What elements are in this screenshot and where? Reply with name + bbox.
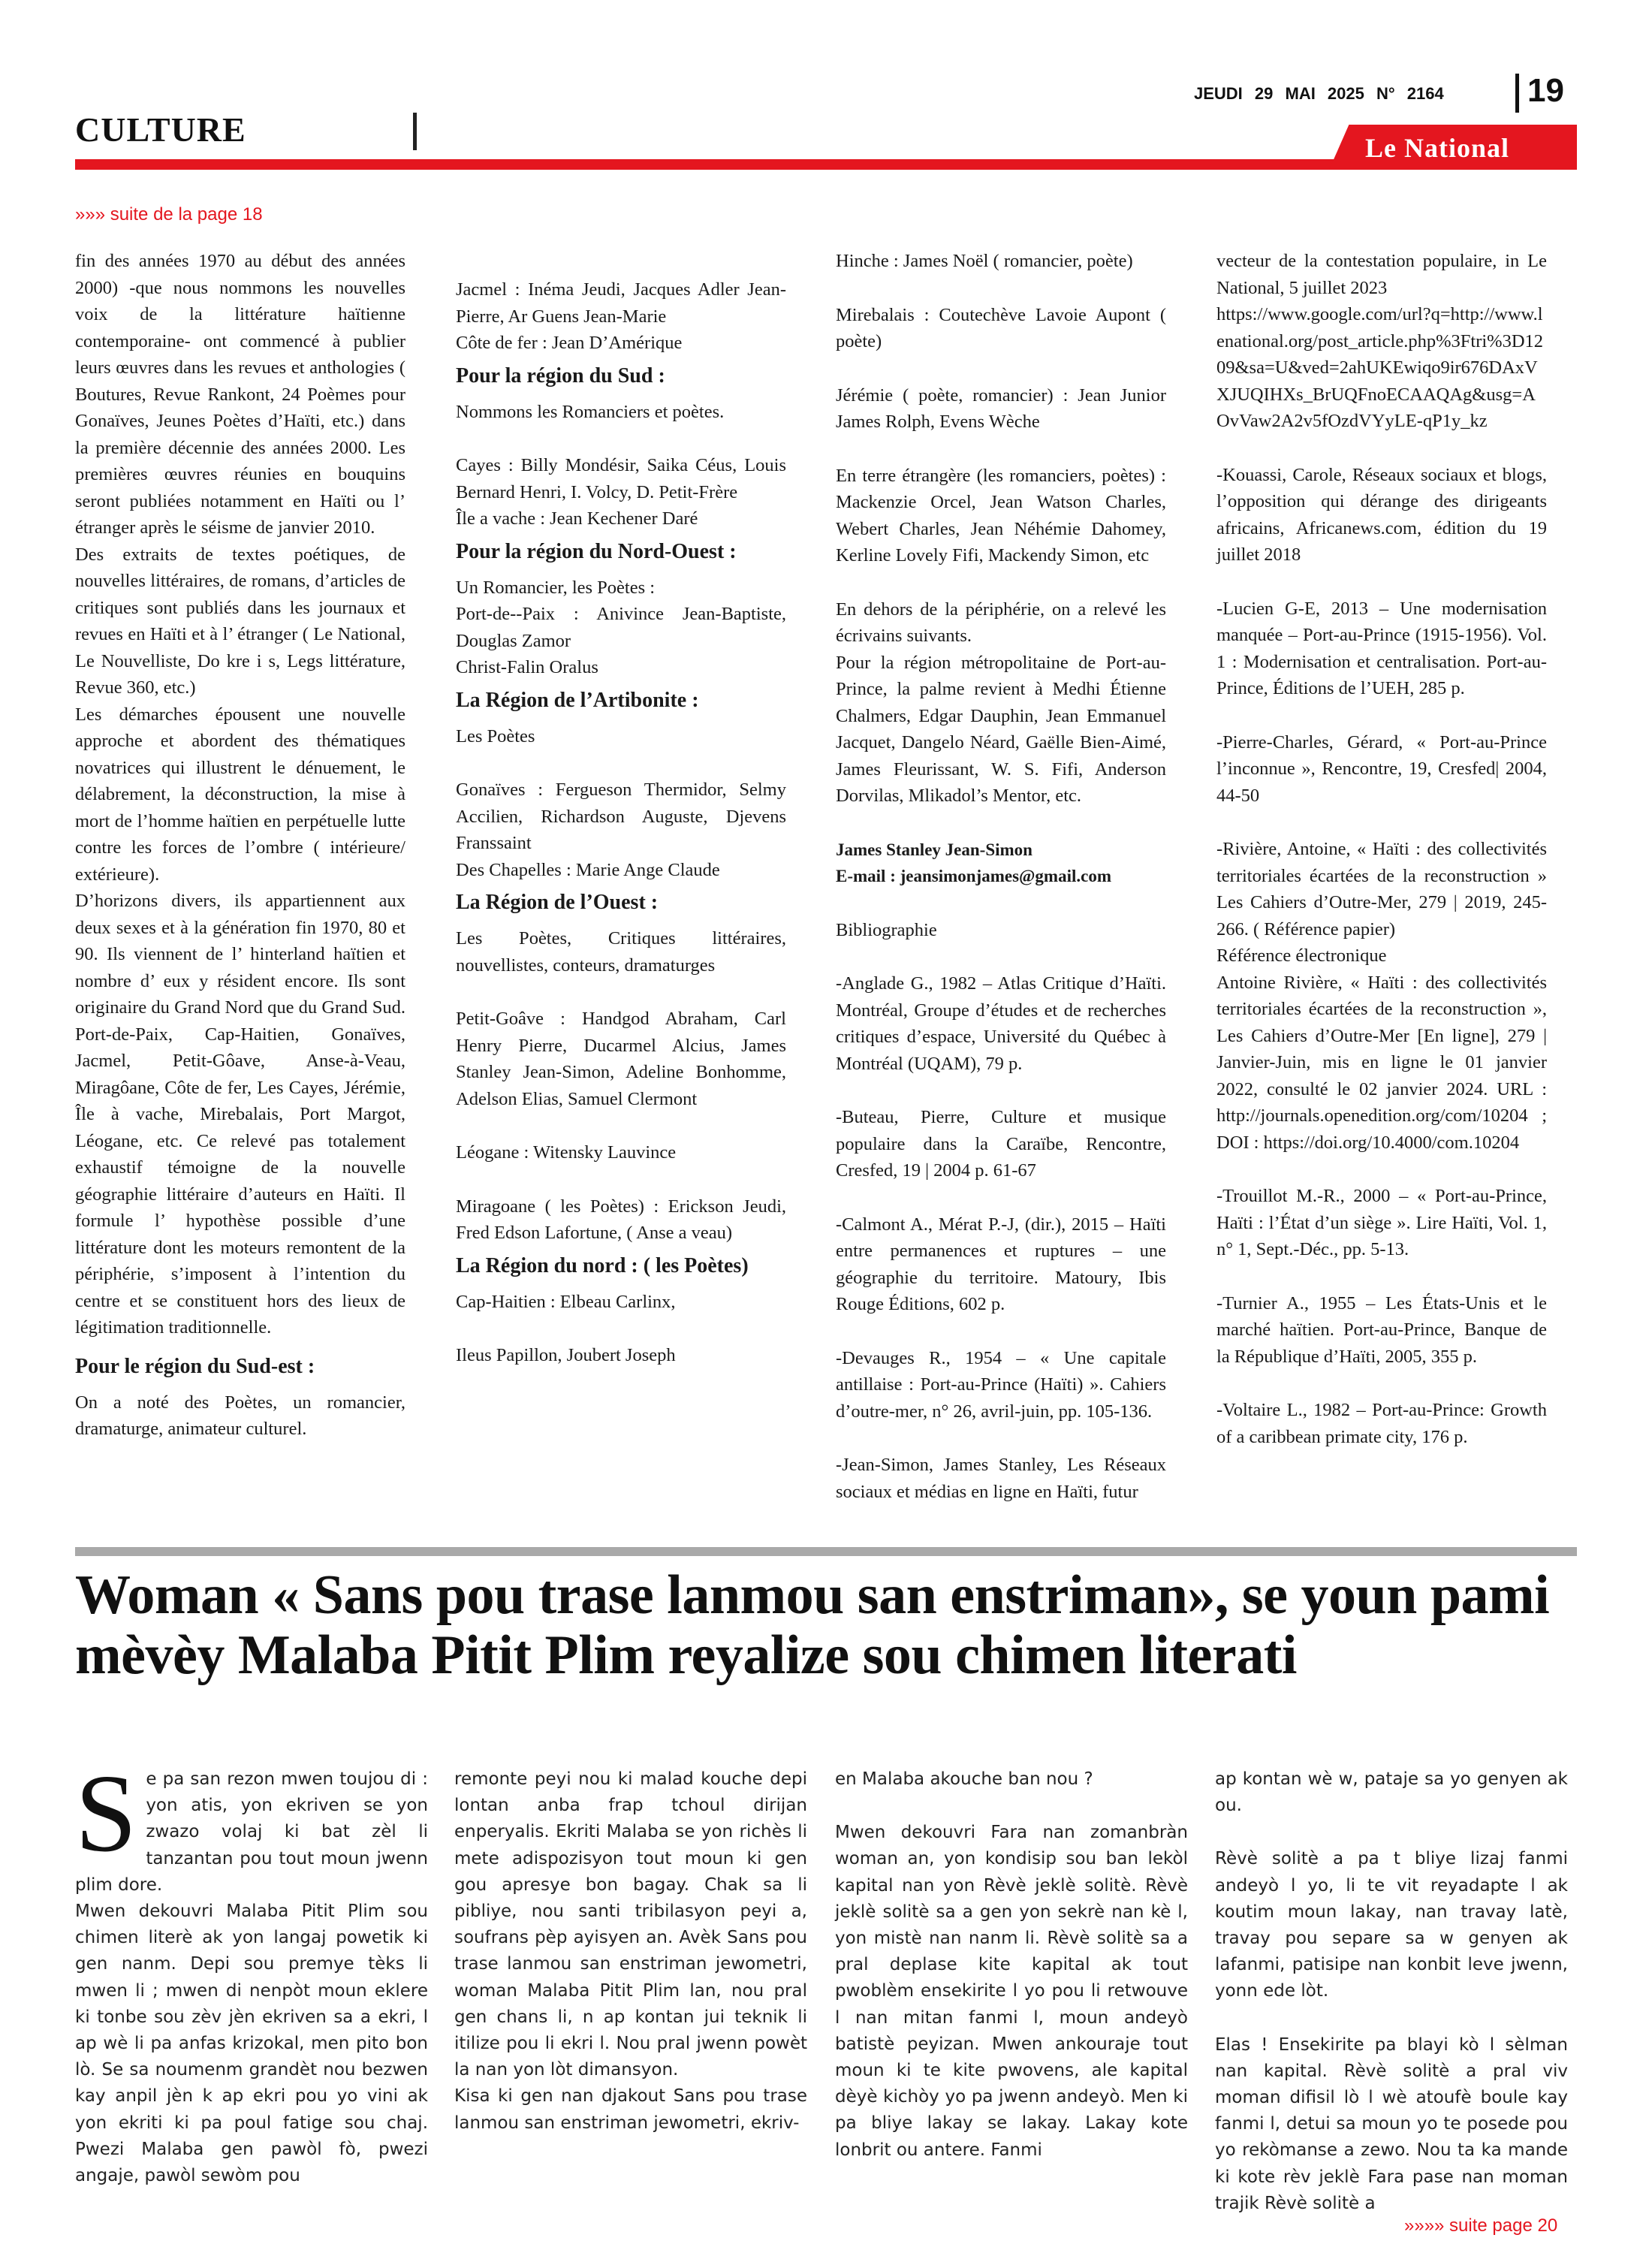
paragraph: Les Poètes, Critiques littéraires, nouvellistes, conteurs, dramaturges xyxy=(456,928,786,976)
bibliography-entry: Référence électronique xyxy=(1216,946,1387,966)
bibliography-entry: -Lucien G-E, 2013 – Une modernisation manquée – Port-au-Prince (1915-1956). Vol. 1 : Modernisation et centralisation. Port-au-Prince, Éditions de l’UEH, 285 p. xyxy=(1216,598,1547,698)
subheading: Pour la région du Nord-Ouest : xyxy=(456,539,737,563)
paragraph: Cap-Haitien : Elbeau Carlinx, xyxy=(456,1291,676,1312)
page-number-divider xyxy=(1515,74,1519,113)
bibliography-entry: -Voltaire L., 1982 – Port-au-Prince: Growth of a caribbean primate city, 176 p. xyxy=(1216,1400,1547,1447)
paragraph: remonte peyi nou ki malad kouche depi lontan anba frap tchoul dirijan enperyalis. Ekriti Malaba se yon richès li mete adispozisyon tout moun ki gen gou apresye bon bagay. Chak sa li pibliye, nou santi tribilasyon peyi a, soufrans pèp ayisyen an. Avèk Sans pou trase lanmou san enstriman jewometri, woman Malaba Pitit Plim lan, nou pral gen chans li, n ap kontan jui teknik li itilize pou li ekri l. Nou pral jwenn powèt la nan yon lòt dimansyon. xyxy=(454,1769,807,2080)
paragraph: Petit-Goâve : Handgod Abraham, Carl Henry Pierre, Ducarmel Alcius, James Stanley Jean-Simon, Adeline Bonhomme, Adelson Elias, Samuel Clermont xyxy=(456,1009,786,1109)
author-email: E-mail : jeansimonjames@gmail.com xyxy=(836,867,1111,885)
bibliography-entry: -Trouillot M.-R., 2000 – « Port-au-Prince, Haïti : l’État d’un siège ». Lire Haïti, Vol. 1, n° 1, Sept.-Déc., pp. 5-13. xyxy=(1216,1186,1547,1259)
newspaper-brand: Le National xyxy=(1365,133,1510,163)
paragraph: Léogane : Witensky Lauvince xyxy=(456,1142,677,1163)
bibliography-entry: -Buteau, Pierre, Culture et musique populaire dans la Caraïbe, Rencontre, Cresfed, 19 | 2004 p. 61-67 xyxy=(836,1107,1166,1181)
subheading: Pour le région du Sud-est : xyxy=(75,1354,315,1378)
paragraph: Un Romancier, les Poètes : xyxy=(456,577,656,598)
bibliography-entry: -Turnier A., 1955 – Les États-Unis et le marché haïtien. Port-au-Prince, Banque de la République d’Haïti, 2005, 355 p. xyxy=(1216,1292,1547,1367)
paragraph: Kisa ki gen nan djakout Sans pou trase lanmou san enstriman jewometri, ekriv- xyxy=(454,2086,807,2133)
subheading: La Région du nord : ( les Poètes) xyxy=(456,1253,749,1277)
paragraph: Rèvè solitè a pa t bliye lizaj fanmi andeyò l yo, li te vit reyadapte l ak koutim moun lakay, nan travay latè, travay pou separe sa w genyen ak lafanmi, patisipe nan konbit leve jwenn, yonn ede lòt. xyxy=(1215,1849,1568,2001)
article1-column-2 xyxy=(456,276,786,1369)
article-separator-rule xyxy=(75,1547,1577,1556)
paragraph: Les démarches épousent une nouvelle approche et abordent des thématiques novatrices qui illustrent le dénuement, le délabrement, la déconstruction, la mise à mort de l’homme haïtien en perpétuelle lutte contre les forces de l’ombre ( intérieure/ extérieure). xyxy=(75,704,405,885)
article1-column-1 xyxy=(75,248,405,1443)
paragraph: Christ-Falin Oralus xyxy=(456,657,598,677)
paragraph: En dehors de la périphérie, on a relevé les écrivains suivants. xyxy=(836,599,1166,646)
paragraph: ap kontan wè w, pataje sa yo genyen ak ou. xyxy=(1215,1769,1568,1816)
bibliography-entry: -Rivière, Antoine, « Haïti : des collectivités territoriales écartées de la reconstruction » Les Cahiers d’Outre-Mer, 279 | 2019, 245-266. ( Référence papier) xyxy=(1216,839,1547,940)
paragraph: Des Chapelles : Marie Ange Claude xyxy=(456,859,720,880)
article2-column-1 xyxy=(75,1752,428,2189)
section-title: CULTURE xyxy=(75,110,246,149)
bibliography-entry: vecteur de la contestation populaire, in Le National, 5 juillet 2023 xyxy=(1216,251,1547,298)
paragraph: Ileus Papillon, Joubert Joseph xyxy=(456,1345,676,1365)
paragraph: Cayes : Billy Mondésir, Saika Céus, Louis Bernard Henri, I. Volcy, D. Petit-Frère xyxy=(456,455,786,502)
paragraph: Jacmel : Inéma Jeudi, Jacques Adler Jean-Pierre, Ar Guens Jean-Marie xyxy=(456,279,786,327)
paragraph: Jérémie ( poète, romancier) : Jean Junior James Rolph, Evens Wèche xyxy=(836,385,1166,432)
paragraph: Côte de fer : Jean D’Amérique xyxy=(456,333,683,353)
article-headline: Woman « Sans pou trase lanmou san enstriman», se youn pami mèvèy Malaba Pitit Plim reyalize sou chimen literati xyxy=(75,1564,1550,1686)
issue-date: JEUDI 29 MAI 2025 xyxy=(1194,84,1364,103)
drop-cap: S xyxy=(75,1752,137,1875)
continued-from-note: »»» suite de la page 18 xyxy=(75,204,263,225)
article1-column-4 xyxy=(1216,248,1547,1450)
article1-column-3 xyxy=(836,248,1166,1505)
paragraph: Des extraits de textes poétiques, de nouvelles littéraires, de romans, d’articles de critiques sont publiés dans les journaux et revues en Haïti et à l’ étranger ( Le National, Le Nouvelliste, Do kre i s, Legs littérature, Revue 360, etc.) xyxy=(75,544,405,698)
section-divider xyxy=(413,113,417,150)
paragraph: Port-de--Paix : Anivince Jean-Baptiste, Douglas Zamor xyxy=(456,604,786,651)
subheading: La Région de l’Artibonite : xyxy=(456,688,699,712)
bibliography-entry: -Anglade G., 1982 – Atlas Critique d’Haïti. Montréal, Groupe d’études et de recherches critiques d’espace, Université du Québec à Montréal (UQAM), 79 p. xyxy=(836,973,1166,1074)
bibliography-entry: -Jean-Simon, James Stanley, Les Réseaux sociaux et médias en ligne en Haïti, futur xyxy=(836,1455,1166,1502)
paragraph: Miragoane ( les Poètes) : Erickson Jeudi, Fred Edson Lafortune, ( Anse a veau) xyxy=(456,1196,786,1243)
paragraph: Hinche : James Noël ( romancier, poète) xyxy=(836,251,1133,271)
bibliography-entry: -Calmont A., Mérat P.-J, (dir.), 2015 – Haïti entre permanences et ruptures – une géographie du territoire. Matoury, Ibis Rouge Éditions, 602 p. xyxy=(836,1214,1166,1314)
issue-number: N° 2164 xyxy=(1376,84,1444,103)
paragraph: fin des années 1970 au début des années 2000) -que nous nommons les nouvelles voix de la littérature haïtienne contemporaine- ont commencé à publier leurs œuvres dans les revues et anthologies ( Boutures, Revue Rankont, 24 Poèmes pour Gonaïves, Jeunes Poètes d’Haïti, etc.) dans la première décennie des années 2000. Les premières œuvres réunies en bouquins seront publiées notamment en Haïti ou l’ étranger après le séisme de janvier 2010. xyxy=(75,251,405,538)
paragraph: Mwen dekouvri Malaba Pitit Plim sou chimen literè ak yon langaj powetik ki gen nanm. Depi sou premye tèks li mwen li ; mwen di nenpòt moun eklere ki tonbe sou zèv jèn ekriven sa a ekri, l ap wè li pa anfas krizokal, men pito bon lò. Se sa noumenm grandèt nou bezwen kay anpil jèn k ap ekri pou yo vini ak yon ekriti ki pa poul fatige sou chaj. Pwezi Malaba gen pawòl fò, pwezi angaje, pawòl sewòm pou xyxy=(75,1902,428,2186)
article2-column-2 xyxy=(454,1766,807,2137)
subheading: La Région de l’Ouest : xyxy=(456,891,659,914)
paragraph: Île a vache : Jean Kechener Daré xyxy=(456,508,698,529)
bibliography-url: https://www.google.com/url?q=http://www.lenational.org/post_article.php%3Ftri%3D1209&sa=U&ved=2ahUKEwiqo9ir676DAxVXJUQIHXs_BrUQFnoECAAQAg&usg=AOvVaw2A2v5fOzdVYyLE-qP1y_kz xyxy=(1216,304,1544,431)
paragraph: Elas ! Ensekirite pa blayi kò l sèlman nan kapital. Rèvè solitè a pral viv moman difisil lò l wè atoufè boule kay fanmi l, detui sa moun yo te posede pou yo rekòmanse a zewo. Nou ta ka mande ki kote rèv jeklè Fara pase nan moman trajik Rèvè solitè a xyxy=(1215,2034,1568,2213)
bibliography-entry: -Kouassi, Carole, Réseaux sociaux et blogs, l’opposition qui dérange des dirigeants africains, Africanews.com, édition du 19 juillet 2018 xyxy=(1216,464,1547,565)
paragraph: en Malaba akouche ban nou ? xyxy=(835,1769,1093,1789)
paragraph: Se pa san rezon mwen toujou di : yon atis, yon ekriven se yon zwazo volaj ki bat zèl li tanzantan pou tout moun jwenn plim dore. xyxy=(75,1752,428,1895)
bibliography-entry: Antoine Rivière, « Haïti : des collectivités territoriales écartées de la reconstruction », Les Cahiers d’Outre-Mer [En ligne], 279 | Janvier-Juin, mis en ligne le 01 janvier 2022, consulté le 02 janvier 2024. URL : http://journals.openedition.org/com/10204 ; DOI : https://doi.org/10.4000/com.10204 xyxy=(1216,972,1547,1153)
paragraph: Les Poètes xyxy=(456,725,535,746)
paragraph: Nommons les Romanciers et poètes. xyxy=(456,401,725,422)
paragraph: En terre étrangère (les romanciers, poètes) : Mackenzie Orcel, Jean Watson Charles, Webert Charles, Jean Néhémie Dahomey, Kerline Lovely Fifi, Mackendy Simon, etc xyxy=(836,465,1166,566)
subheading: Pour la région du Sud : xyxy=(456,363,665,388)
paragraph: Mirebalais : Coutechève Lavoie Aupont ( poète) xyxy=(836,304,1166,351)
paragraph: Mwen dekouvri Fara nan zomanbràn woman an, yon kondisip sou ban lekòl kapital nan yon Rèvè jeklè solitè. Rèvè jeklè solitè sa a gen yon sekrè nan kè l, yon mistè nan nanm li. Rèvè solitè sa a pral deplase kite kapital ak tout pwoblèm ensekirite l yo pou li retwouve l nan mitan fanmi l, moun andeyò batistè peyizan. Mwen ankouraje tout moun ki te kite pwovens, ale kapital dèyè kichòy yo pa jwenn andeyò. Men ki pa bliye lakay se lakay. Lakay kote lonbrit ou antere. Fanmi xyxy=(835,1823,1188,2160)
author-name: James Stanley Jean-Simon xyxy=(836,840,1032,859)
paragraph: D’horizons divers, ils appartiennent aux deux sexes et à la génération fin 1970, 80 et 90. Ils viennent de l’ hinterland haïtien et nombre d’ eux y résident encore. Ils sont originaire du Grand Nord que du Grand Sud. Port-de-Paix, Cap-Haitien, Gonaïves, Jacmel, Petit-Gôave, Anse-à-Veau, Miragôane, Côte de fer, Les Cayes, Jérémie, Île à vache, Mirebalais, Port Margot, Léogane, etc. Ce relevé pas totalement exhaustif témoigne de la nouvelle géographie littéraire d’auteurs en Haïti. Il formule l’ hypothèse possible d’une littérature dont les moteurs remontent de la périphérie, s’imposent à l’intention du centre et se constituent hors des lieux de légitimation traditionnelle. xyxy=(75,891,405,1338)
paragraph: Gonaïves : Fergueson Thermidor, Selmy Accilien, Richardson Auguste, Djevens Franssaint xyxy=(456,780,786,853)
paragraph: On a noté des Poètes, un romancier, dramaturge, animateur culturel. xyxy=(75,1392,405,1439)
article2-column-4 xyxy=(1215,1766,1568,2217)
bibliography-entry: -Devauges R., 1954 – « Une capitale antillaise : Port-au-Prince (Haïti) ». Cahiers d’outre-mer, n° 26, avril-juin, pp. 105-136. xyxy=(836,1347,1166,1422)
continued-on-note: »»»» suite page 20 xyxy=(1404,2215,1558,2236)
issue-date-line xyxy=(1194,84,1444,104)
paragraph: Pour la région métropolitaine de Port-au-Prince, la palme revient à Medhi Étienne Chalmers, Edgar Dauphin, Jean Emmanuel Jacquet, Dangelo Néard, Gaëlle Bien-Aimé, James Fleurissant, W. S. Fifi, Anderson Dorvilas, Mlikadol’s Mentor, etc. xyxy=(836,652,1166,806)
bibliography-title: Bibliographie xyxy=(836,919,937,940)
page-number: 19 xyxy=(1527,72,1564,109)
bibliography-entry: -Pierre-Charles, Gérard, « Port-au-Prince l’inconnue », Rencontre, 19, Cresfed| 2004, 44-50 xyxy=(1216,731,1547,806)
article2-column-3 xyxy=(835,1766,1188,2164)
